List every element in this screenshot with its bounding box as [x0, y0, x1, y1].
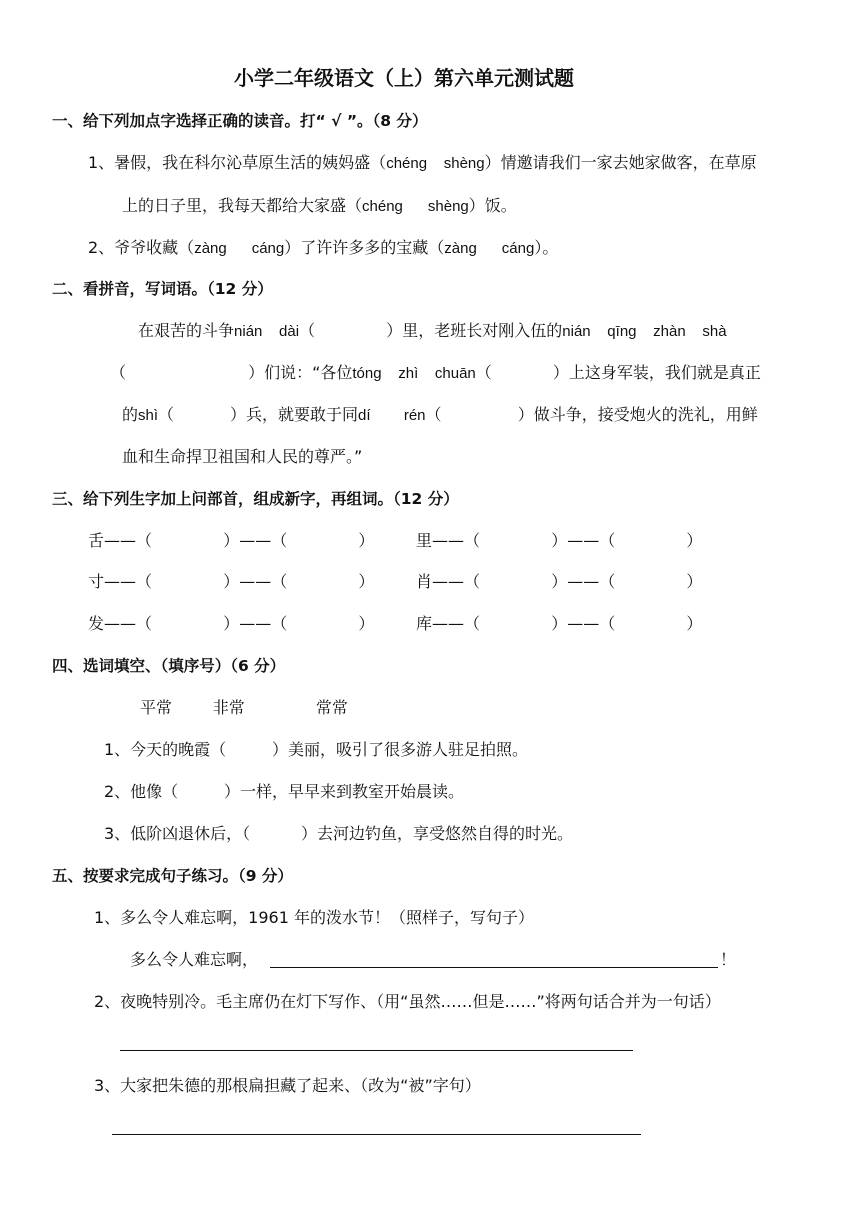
page-title: 小学二年级语文（上）第六单元测试题: [234, 66, 574, 90]
s1-q2-text-b: ）了许许多多的宝藏（: [284, 238, 445, 257]
s5-q3-answer-line[interactable]: [112, 1134, 641, 1135]
s1-q1-pinyin-2: chéng shèng: [362, 198, 469, 215]
s1-q1-text-a: 1、暑假，我在科尔沁草原生活的姨妈盛（: [88, 153, 387, 172]
s1-q1-text-c: 上的日子里，我每天都给大家盛（: [122, 196, 363, 215]
s2-line3: [122, 404, 758, 427]
s5-q2-answer-line[interactable]: [120, 1050, 633, 1051]
s2-line4: 血和生命捍卫祖国和人民的尊严。”: [122, 447, 363, 466]
section-3-heading: 三、给下列生字加上问部首，组成新字，再组词。（12 分）: [52, 490, 459, 508]
s3-row-2-right: 肖——（ ）——（ ）: [416, 572, 703, 591]
s2-l1-text-a: 在艰苦的斗争: [138, 321, 235, 340]
s2-l3-text-a: 的: [122, 405, 139, 424]
s5-q1: 1、多么令人难忘啊，1961 年的泼水节！（照样子，写句子）: [94, 908, 534, 927]
s2-l2-text-b: （ ）上这身军装，我们就是真正: [475, 363, 761, 382]
s5-q3: 3、大家把朱德的那根扁担藏了起来、（改为“被”字句）: [94, 1076, 481, 1095]
s5-q1-end: ！: [720, 950, 737, 969]
s2-l3-pinyin-1: shì: [138, 407, 159, 424]
s4-q1: 1、今天的晚霞（ ）美丽，吸引了很多游人驻足拍照。: [104, 740, 528, 759]
s1-q1-text-d: ）饭。: [468, 196, 517, 215]
s4-q2: 2、他像（ ）一样，早早来到教室开始晨读。: [104, 782, 464, 801]
s3-row-3-right: 库——（ ）——（ ）: [416, 614, 703, 633]
section-4-heading: 四、选词填空、（填序号）（6 分）: [52, 657, 286, 675]
s5-q1-lead: 多么令人难忘啊，: [130, 950, 259, 969]
s4-word-choices: 平常 非常 常常: [140, 698, 348, 717]
s1-q2-line: [88, 237, 558, 260]
s2-l3-pinyin-2: dí rén: [357, 407, 426, 424]
s3-row-2-left: 寸——（ ）——（ ）: [88, 572, 375, 591]
s2-l1-pinyin-1: nián dài: [234, 323, 300, 340]
s1-q1-line2: [122, 195, 517, 218]
s1-q2-pinyin-1: zàng cáng: [194, 240, 285, 257]
s4-q3: 3、低阶凶退休后，（ ）去河边钓鱼，享受悠然自得的时光。: [104, 824, 574, 843]
s1-q2-pinyin-2: zàng cáng: [444, 240, 535, 257]
section-5-heading: 五、按要求完成句子练习。（9 分）: [52, 867, 293, 885]
s1-q2-text-c: ）。: [534, 238, 559, 257]
s2-line1: [138, 320, 727, 343]
s5-q1-answer-line[interactable]: [270, 967, 718, 968]
s2-l2-text-a: （ ）们说：“各位: [110, 363, 353, 382]
s3-row-1-left: 舌——（ ）——（ ）: [88, 531, 375, 550]
s2-l2-pinyin-1: tóng zhì chuān: [352, 365, 476, 382]
section-2-heading: 二、看拼音，写词语。（12 分）: [52, 280, 273, 298]
s2-l3-text-c: （ ）做斗争，接受炮火的洗礼，用鲜: [425, 405, 758, 424]
s1-q1-line1: [88, 152, 757, 175]
s1-q2-text-a: 2、爷爷收藏（: [88, 238, 195, 257]
s1-q1-pinyin-1: chéng shèng: [386, 155, 485, 172]
s2-l1-text-b: （ ）里，老班长对刚入伍的: [299, 321, 563, 340]
section-1-heading: 一、给下列加点字选择正确的读音。打“ √ ”。（8 分）: [52, 112, 428, 130]
s2-l3-text-b: （ ）兵，就要敢于同: [158, 405, 358, 424]
s3-row-1-right: 里——（ ）——（ ）: [416, 531, 703, 550]
s3-row-3-left: 发——（ ）——（ ）: [88, 614, 375, 633]
s1-q1-text-b: ）情邀请我们一家去她家做客，在草原: [484, 153, 757, 172]
s2-line2: [110, 362, 761, 385]
s5-q2: 2、夜晚特别冷。毛主席仍在灯下写作、（用“虽然……但是……”将两句话合并为一句话）: [94, 992, 721, 1011]
s2-l1-pinyin-2: nián qīng zhàn shà: [562, 323, 727, 340]
